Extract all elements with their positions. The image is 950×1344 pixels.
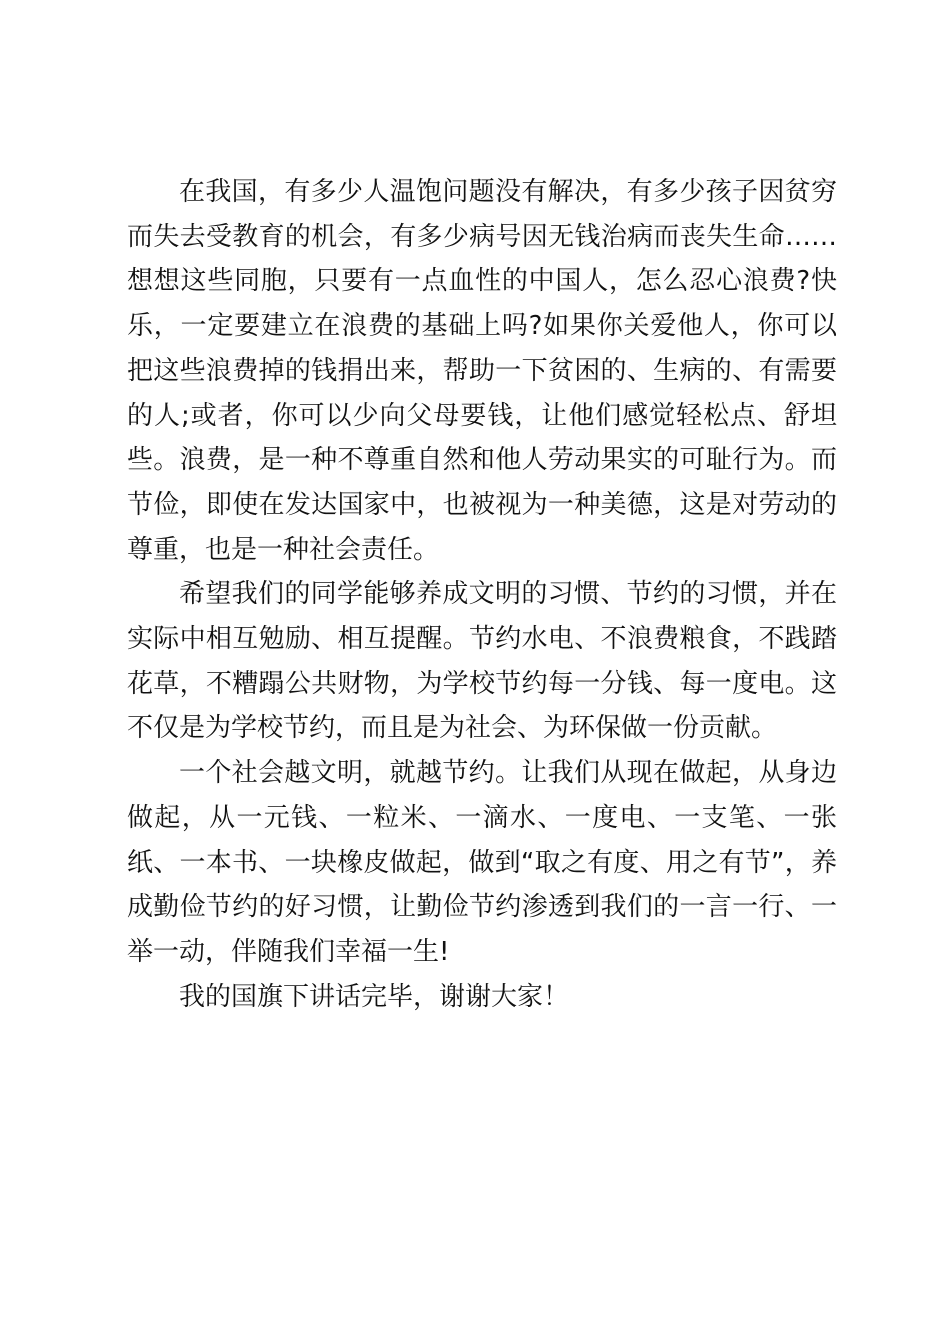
paragraph-3: 一个社会越文明，就越节约。让我们从现在做起，从身边做起，从一元钱、一粒米、一滴水、一度电、一支笔、一张纸、一本书、一块橡皮做起，做到“取之有度、用之有节”，养成勤俭节约的好习惯，让勤俭节约渗透到我们的一言一行、一举一动，伴随我们幸福一生!: [127, 758, 837, 967]
paragraph-4: 我的国旗下讲话完毕，谢谢大家！: [179, 981, 570, 1012]
document-body: [127, 170, 837, 1019]
paragraph-1: 在我国，有多少人温饱问题没有解决，有多少孩子因贫穷而失去受教育的机会，有多少病号因无钱治病而丧失生命……想想这些同胞，只要有一点血性的中国人，怎么忍心浪费?快乐，一定要建立在浪费的基础上吗?如果你关爱他人，你可以把这些浪费掉的钱捐出来，帮助一下贫困的、生病的、有需要的人;或者，你可以少向父母要钱，让他们感觉轻松点、舒坦些。浪费，是一种不尊重自然和他人劳动果实的可耻行为。而节俭，即使在发达国家中，也被视为一种美德，这是对劳动的尊重，也是一种社会责任。: [127, 177, 837, 565]
paragraph-2: 希望我们的同学能够养成文明的习惯、节约的习惯，并在实际中相互勉励、相互提醒。节约水电、不浪费粮食，不践踏花草，不糟蹋公共财物，为学校节约每一分钱、每一度电。这不仅是为学校节约，而且是为社会、为环保做一份贡献。: [127, 579, 837, 744]
